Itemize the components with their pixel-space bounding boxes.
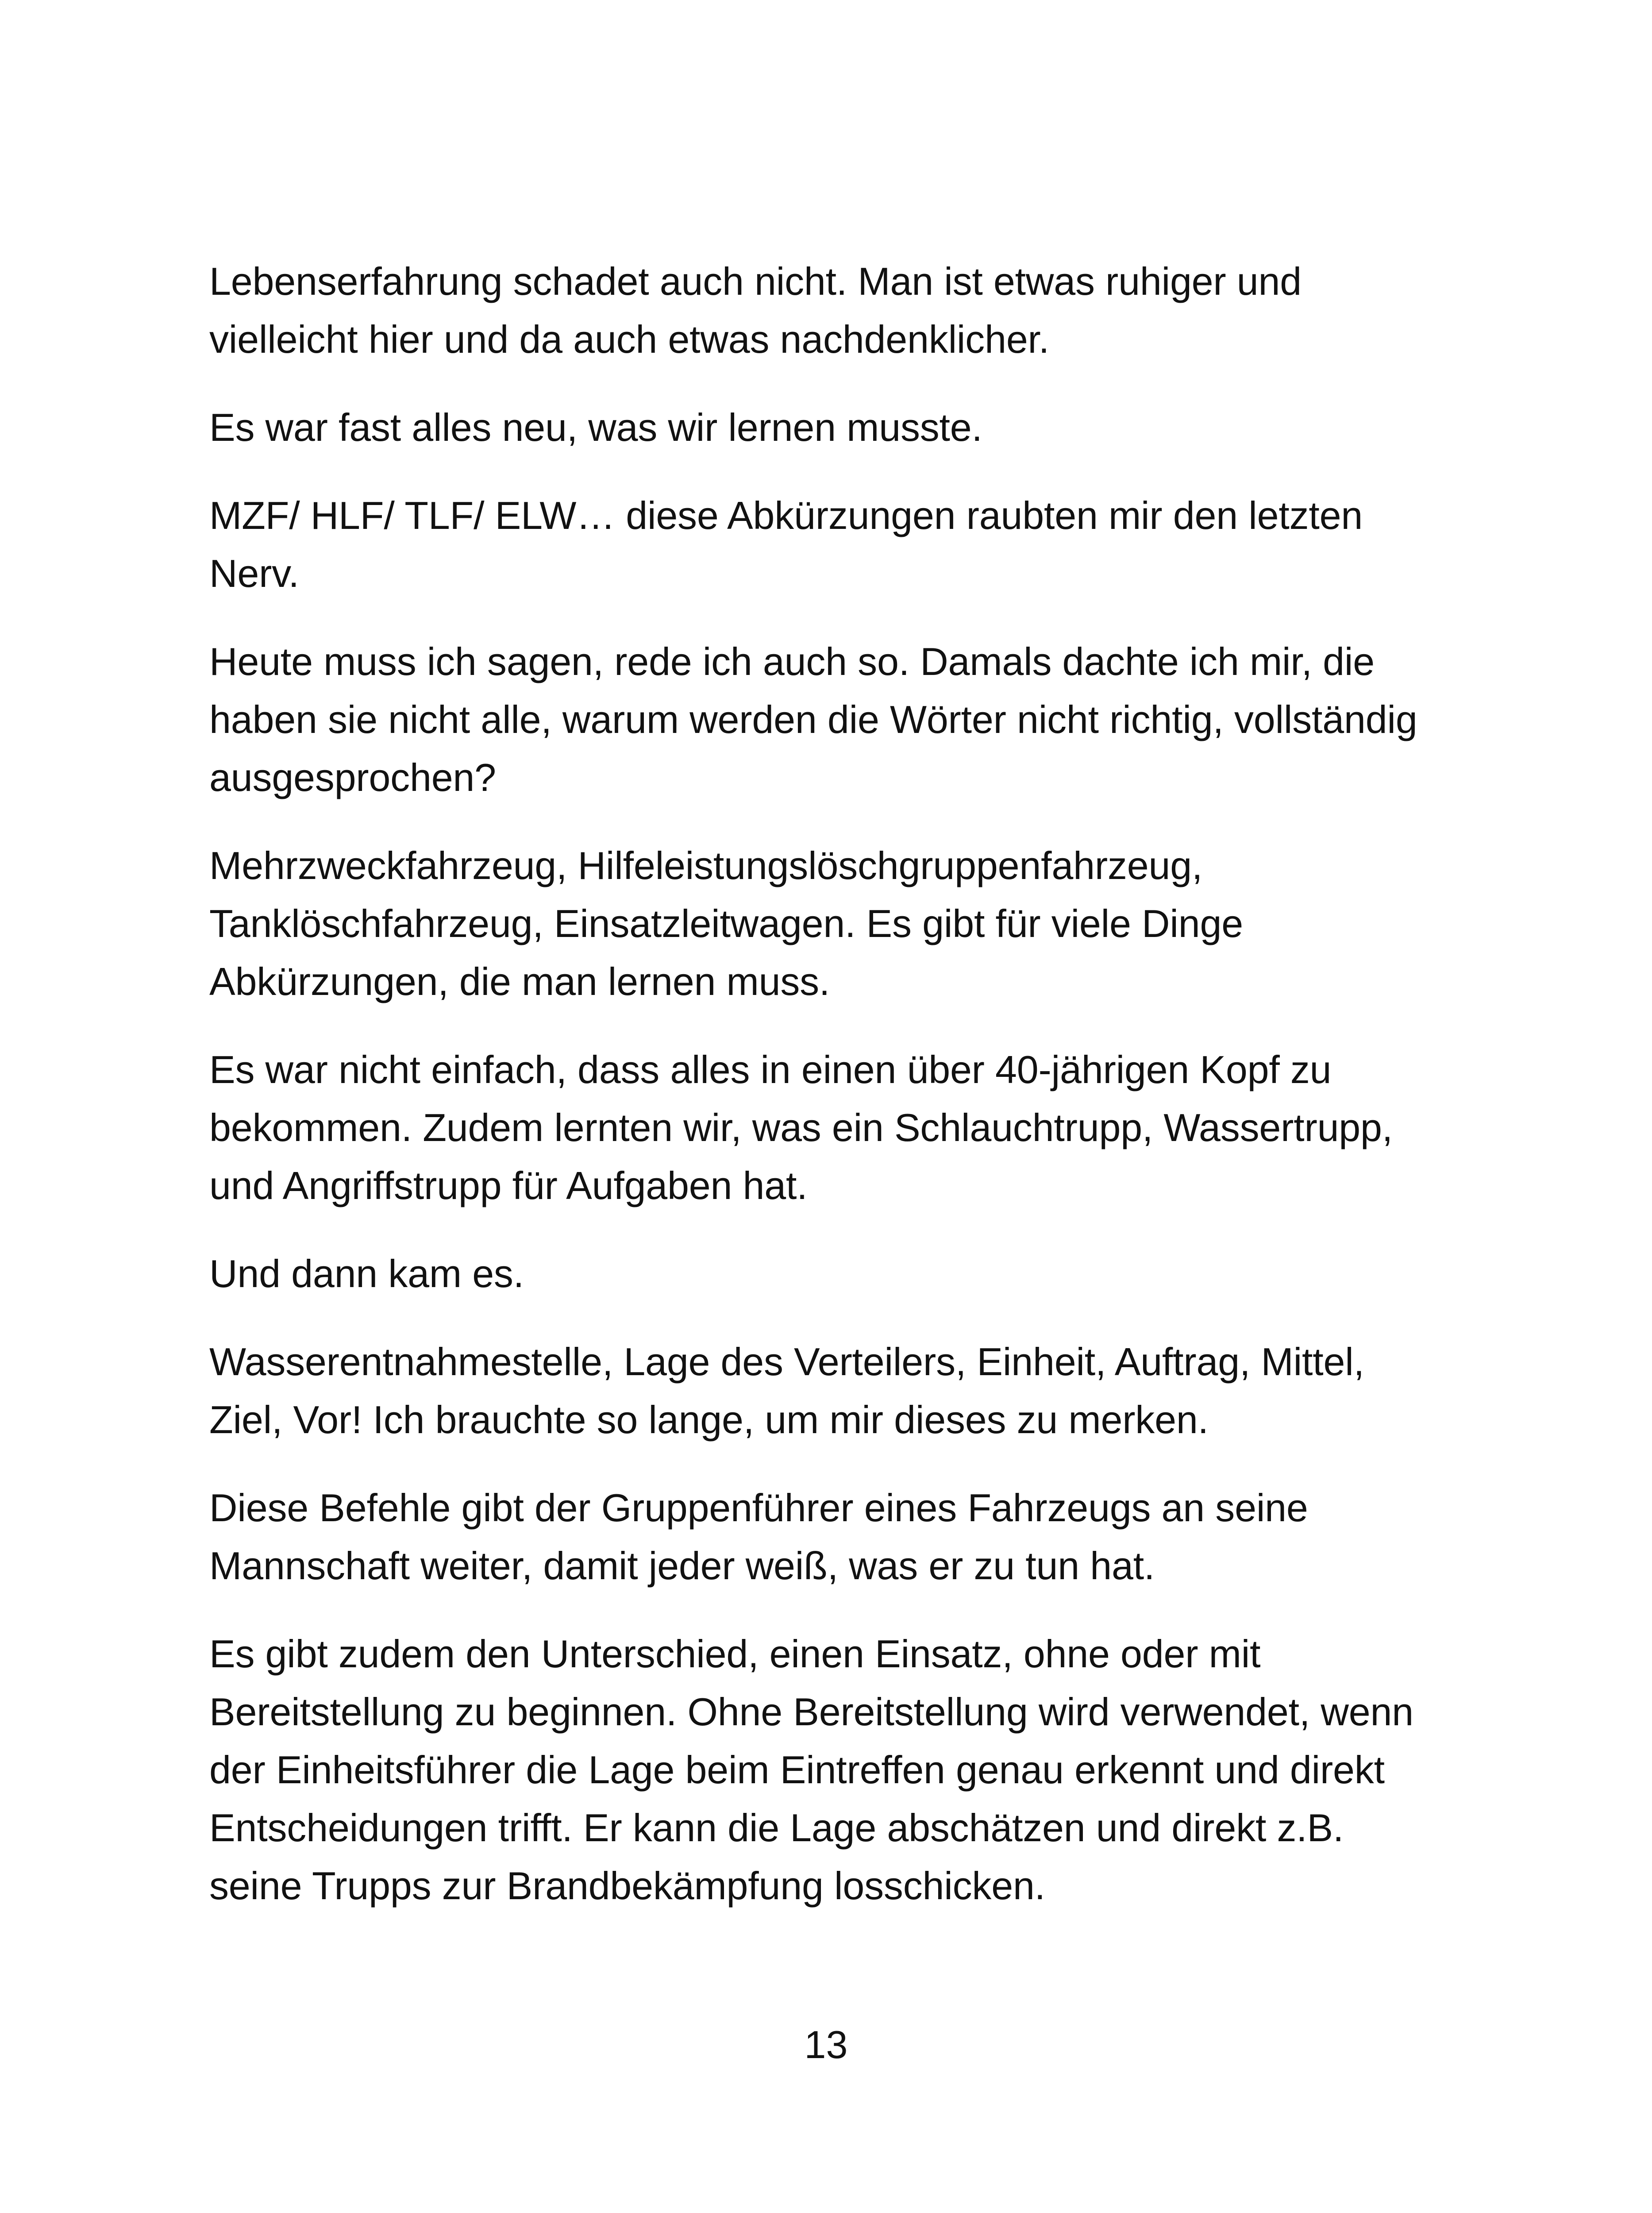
paragraph: Lebenserfahrung schadet auch nicht. Man ist etwas ruhiger und vielleicht hier und da auch etwas nachdenklicher.	[209, 259, 1302, 361]
page-number: 13	[804, 2023, 848, 2066]
paragraph: Und dann kam es.	[209, 1252, 524, 1295]
paragraph: Diese Befehle gibt der Gruppenführer eines Fahrzeugs an seine Mannschaft weiter, damit jeder weiß, was er zu tun hat.	[209, 1486, 1308, 1588]
paragraph: Es gibt zudem den Unterschied, einen Einsatz, ohne oder mit Bereitstellung zu beginnen. Ohne Bereitstellung wird verwendet, wenn der Einheitsführer die Lage beim Eintreffen genau erkennt und direkt Entscheidungen trifft. Er kann die Lage abschätzen und direkt z.B. seine Trupps zur Brandbekämpfung losschicken.	[209, 1632, 1413, 1908]
paragraph: Mehrzweckfahrzeug, Hilfeleistungslöschgruppenfahrzeug, Tanklöschfahrzeug, Einsatzleitwagen. Es gibt für viele Dinge Abkürzungen, die man lernen muss.	[209, 844, 1243, 1003]
paragraph: MZF/ HLF/ TLF/ ELW… diese Abkürzungen raubten mir den letzten Nerv.	[209, 493, 1363, 595]
paragraph: Es war nicht einfach, dass alles in einen über 40-jährigen Kopf zu bekommen. Zudem lernten wir, was ein Schlauchtrupp, Wassertrupp, und Angriffstrupp für Aufgaben hat.	[209, 1048, 1393, 1207]
paragraph: Heute muss ich sagen, rede ich auch so. Damals dachte ich mir, die haben sie nicht alle, warum werden die Wörter nicht richtig, vollständig ausgesprochen?	[209, 640, 1417, 799]
body-text	[209, 252, 1440, 1945]
paragraph: Es war fast alles neu, was wir lernen musste.	[209, 405, 982, 449]
paragraph: Wasserentnahmestelle, Lage des Verteilers, Einheit, Auftrag, Mittel, Ziel, Vor! Ich brauchte so lange, um mir dieses zu merken.	[209, 1340, 1364, 1442]
